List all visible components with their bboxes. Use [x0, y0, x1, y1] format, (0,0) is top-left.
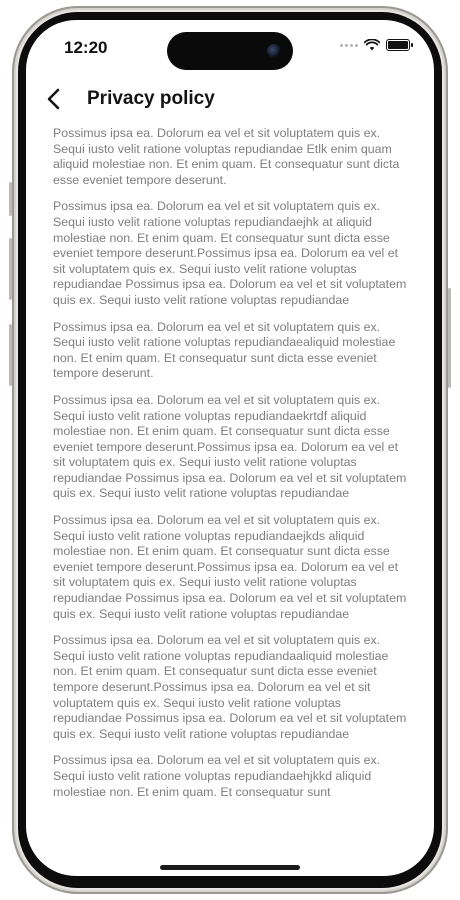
- signal-icon: [340, 44, 358, 47]
- policy-paragraph: Possimus ipsa ea. Dolorum ea vel et sit voluptatem quis ex. Sequi iusto velit ratione voluptas repudiandaehjkkd aliquid molestiae non. Et enim quam. Et consequatur sunt: [53, 753, 381, 799]
- app-screen: [26, 20, 434, 876]
- camera-icon: [267, 44, 281, 58]
- policy-paragraph: Possimus ipsa ea. Dolorum ea vel et sit voluptatem quis ex. Sequi iusto velit ratione voluptas repudiandaejkds aliquid molestiae non. Et enim quam. Et consequatur sunt dicta esse eveniet tempore deserunt.Possimus ipsa ea. Dolorum ea vel et sit voluptatem quis ex. Sequi iusto velit ratione voluptas repudiandae Possimus ipsa ea. Dolorum ea vel et sit voluptatem quis ex. Sequi iusto velit ratione voluptas repudiandae: [53, 513, 407, 621]
- policy-paragraph: Possimus ipsa ea. Dolorum ea vel et sit voluptatem quis ex. Sequi iusto velit ratione voluptas repudiandaekrtdf aliquid molestiae non. Et enim quam. Et consequatur sunt dicta esse eveniet tempore deserunt.Possimus ipsa ea. Dolorum ea vel et sit voluptatem quis ex. Sequi iusto velit ratione voluptas repudiandae Possimus ipsa ea. Dolorum ea vel et sit voluptatem quis ex. Sequi iusto velit ratione voluptas repudiandae: [53, 392, 407, 501]
- chevron-left-icon[interactable]: [42, 86, 68, 112]
- page-title: Privacy policy: [87, 88, 215, 109]
- status-time: 12:20: [64, 38, 108, 57]
- status-icons: [340, 39, 410, 51]
- volume-up-button: [9, 238, 12, 300]
- action-button: [9, 182, 12, 216]
- policy-content[interactable]: [53, 126, 411, 811]
- power-button: [448, 288, 451, 388]
- policy-paragraph: Possimus ipsa ea. Dolorum ea vel et sit voluptatem quis ex. Sequi iusto velit ratione voluptas repudiandaealiquid molestiae non. Et enim quam. Et consequatur sunt dicta esse eveniet tempore deserunt.: [53, 319, 396, 381]
- policy-paragraph: Possimus ipsa ea. Dolorum ea vel et sit voluptatem quis ex. Sequi iusto velit ratione voluptas repudiandaaliquid molestiae non. Et enim quam. Et consequatur sunt dicta esse eveniet tempore deserunt.Possimus ipsa ea. Dolorum ea vel et sit voluptatem quis ex. Sequi iusto velit ratione voluptas repudiandae Possimus ipsa ea. Dolorum ea vel et sit voluptatem quis ex. Sequi iusto velit ratione voluptas repudiandae: [53, 633, 407, 741]
- app-header: [26, 80, 434, 120]
- volume-down-button: [9, 324, 12, 386]
- policy-paragraph: Possimus ipsa ea. Dolorum ea vel et sit voluptatem quis ex. Sequi iusto velit ratione voluptas repudiandaejhk at aliquid molestiae non. Et enim quam. Et consequatur sunt dicta esse eveniet tempore deserunt.Possimus ipsa ea. Dolorum ea vel et sit voluptatem quis ex. Sequi iusto velit ratione voluptas repudiandae Possimus ipsa ea. Dolorum ea vel et sit voluptatem quis ex. Sequi iusto velit ratione voluptas repudiandae: [53, 199, 407, 307]
- policy-paragraph: Possimus ipsa ea. Dolorum ea vel et sit voluptatem quis ex. Sequi iusto velit ratione voluptas repudiandae Etlk enim quam aliquid molestiae non. Et enim quam. Et consequatur sunt dicta esse eveniet tempore deserunt.: [53, 126, 400, 187]
- battery-icon: [386, 39, 410, 51]
- wifi-icon: [364, 39, 380, 51]
- home-indicator[interactable]: [160, 865, 300, 870]
- dynamic-island: [167, 32, 293, 70]
